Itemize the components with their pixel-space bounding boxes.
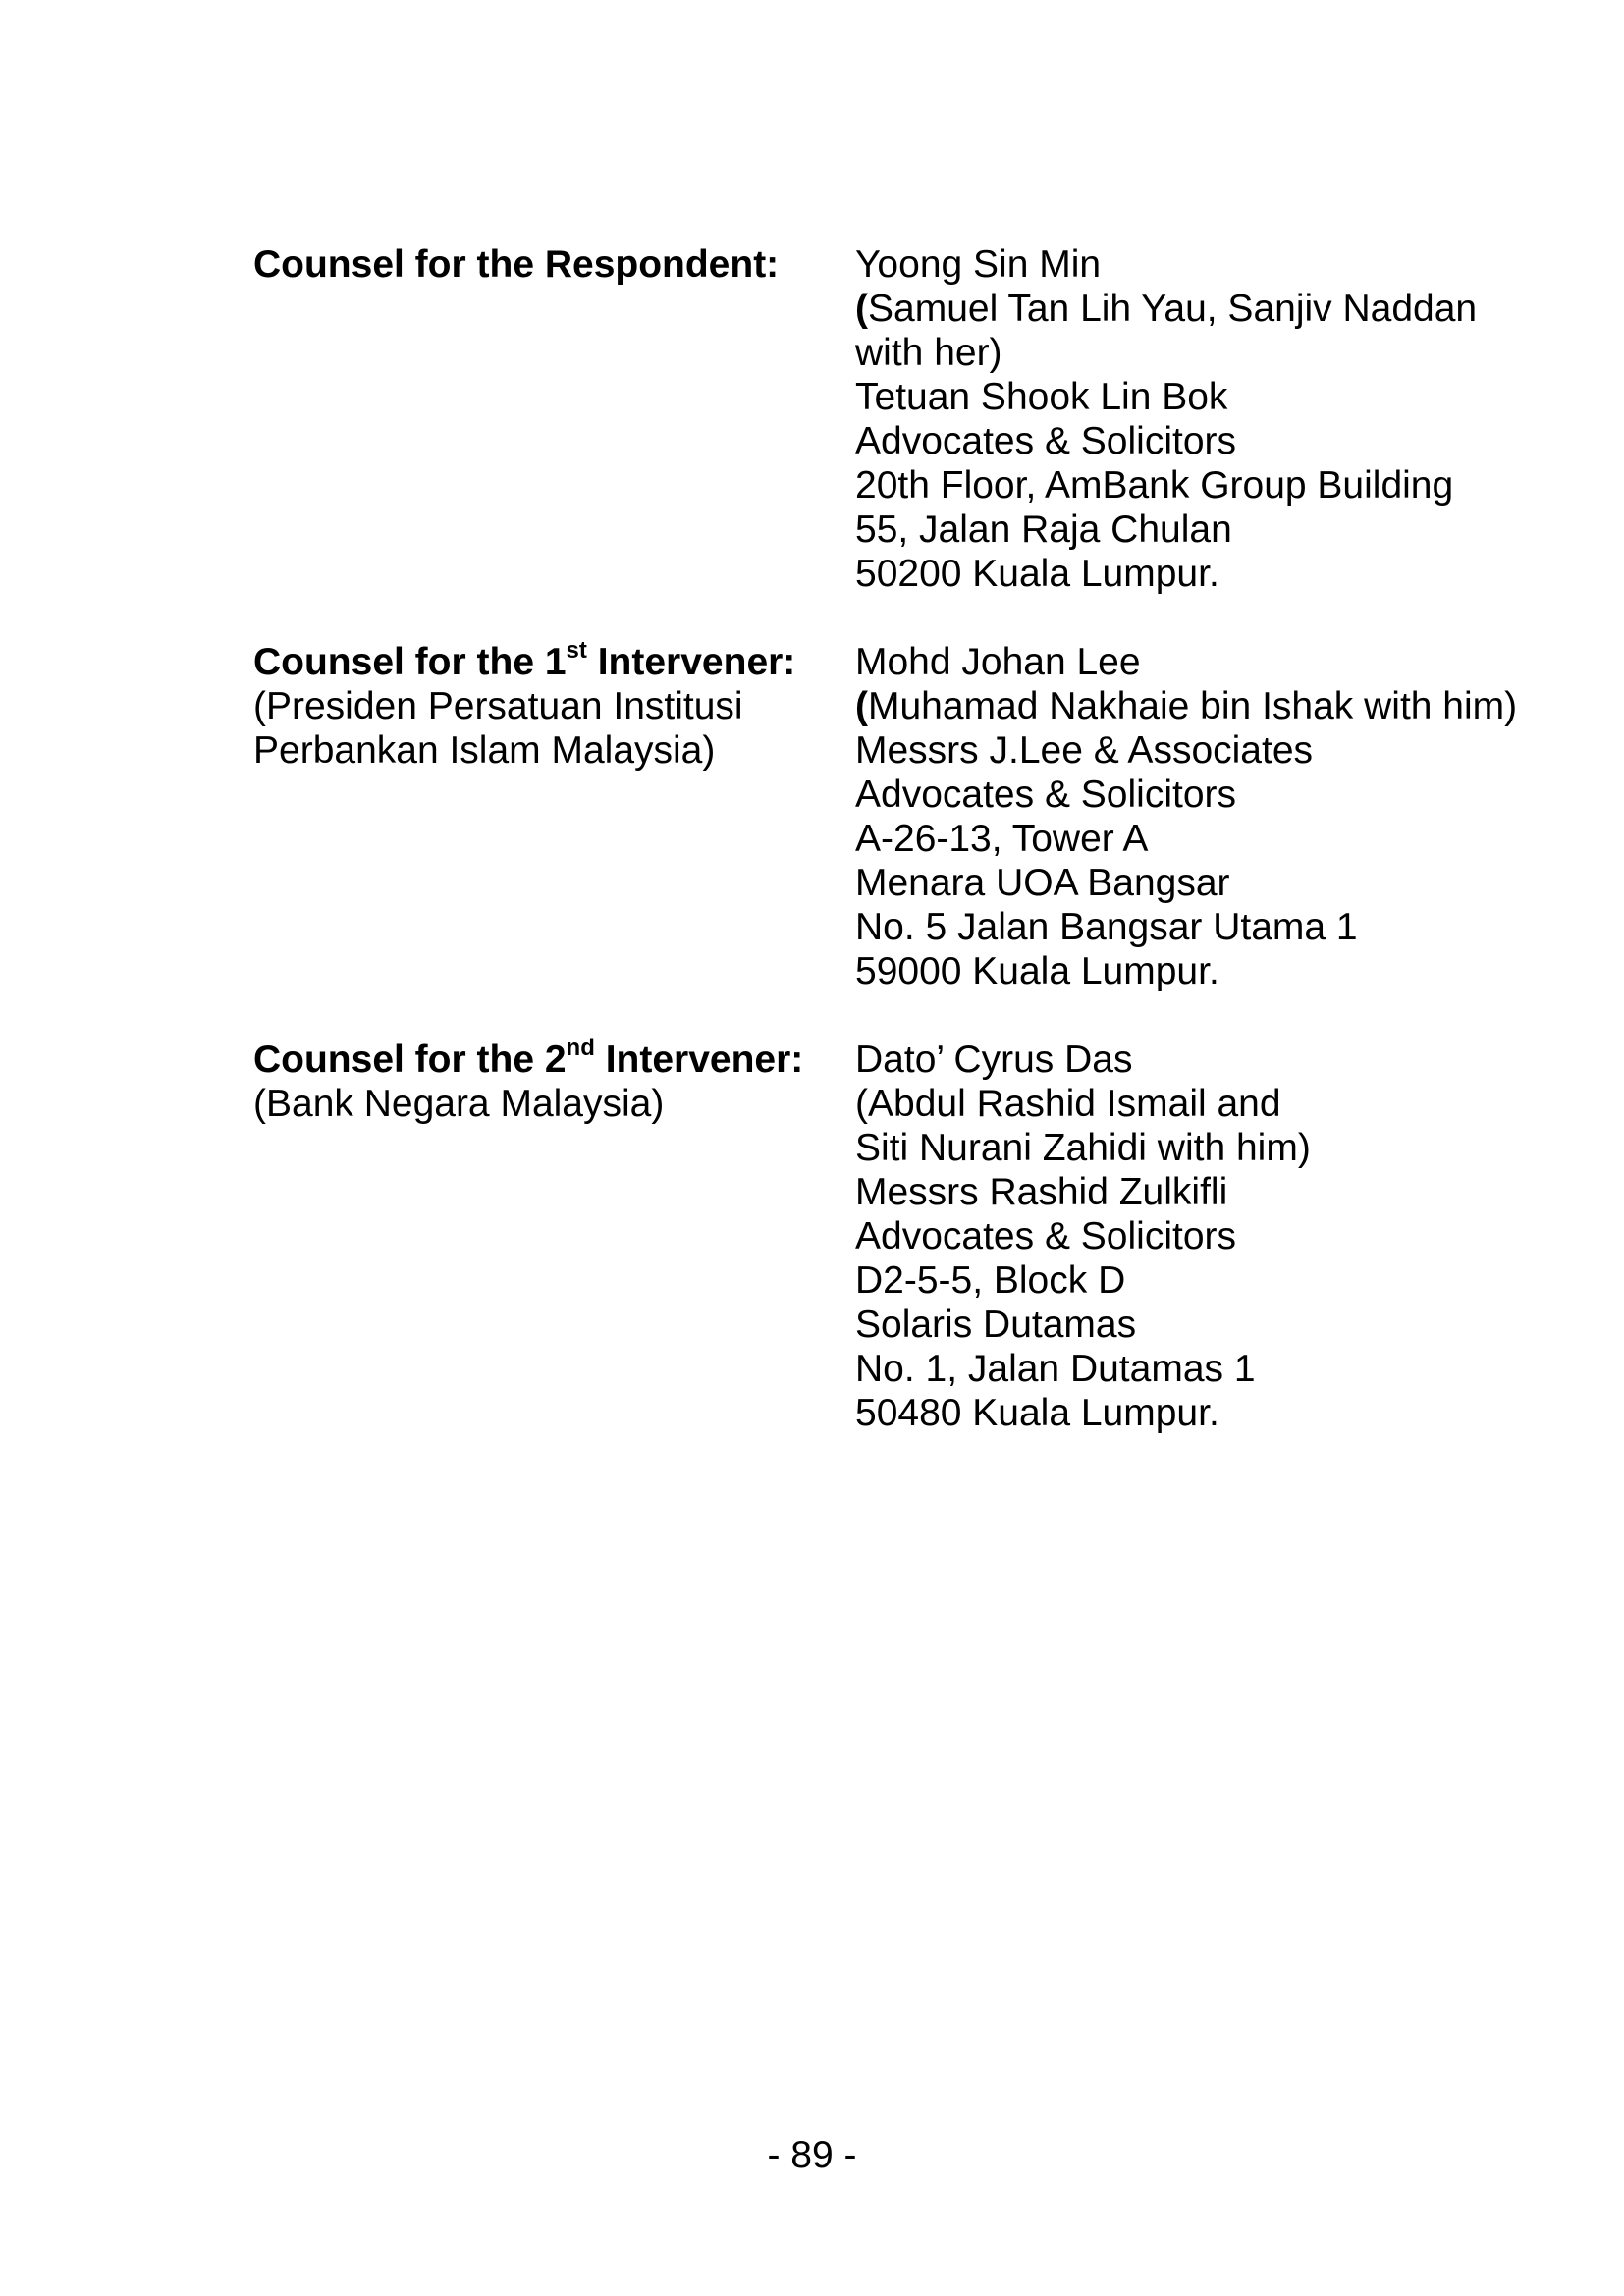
address-line: No. 5 Jalan Bangsar Utama 1 (855, 906, 1358, 948)
bold-open-paren: ( (855, 288, 868, 330)
counsel-section-second-intervener (253, 1035, 1530, 1435)
address-line: Menara UOA Bangsar (855, 862, 1230, 904)
counsel-column (855, 1038, 1543, 1435)
party-name: (Bank Negara Malaysia) (253, 1083, 665, 1125)
assisting-counsel: (Abdul Rashid Ismail and (855, 1083, 1281, 1125)
party-column (253, 1035, 842, 1126)
firm-name: Messrs J.Lee & Associates (855, 729, 1314, 772)
firm-name: Messrs Rashid Zulkifli (855, 1171, 1228, 1213)
address-line: 50480 Kuala Lumpur. (855, 1392, 1219, 1434)
assisting-counsel-cont: Siti Nurani Zahidi with him) (855, 1127, 1311, 1169)
page-number: - 89 - (767, 2134, 857, 2176)
firm-type: Advocates & Solicitors (855, 420, 1237, 462)
counsel-column (855, 640, 1543, 993)
lead-counsel: Mohd Johan Lee (855, 641, 1141, 683)
assisting-counsel: (Samuel Tan Lih Yau, Sanjiv Naddan (855, 288, 1478, 330)
counsel-section-first-intervener (253, 637, 1530, 993)
party-column (253, 242, 842, 287)
address-line: 55, Jalan Raja Chulan (855, 508, 1232, 551)
address-line: D2-5-5, Block D (855, 1259, 1126, 1302)
address-line: 59000 Kuala Lumpur. (855, 950, 1219, 992)
section-heading: Counsel for the 2nd Intervener: (253, 1035, 804, 1081)
assisting-counsel: (Muhamad Nakhaie bin Ishak with him) (855, 685, 1518, 727)
address-line: 20th Floor, AmBank Group Building (855, 464, 1454, 507)
party-column (253, 637, 842, 773)
section-heading: Counsel for the Respondent: (253, 243, 780, 286)
assisting-counsel-cont: with her) (855, 332, 1002, 374)
party-name: Perbankan Islam Malaysia) (253, 729, 716, 772)
address-line: 50200 Kuala Lumpur. (855, 553, 1219, 595)
address-line: Solaris Dutamas (855, 1304, 1137, 1346)
firm-type: Advocates & Solicitors (855, 774, 1237, 816)
address-line: A-26-13, Tower A (855, 818, 1149, 860)
counsel-section-respondent (253, 242, 1530, 596)
lead-counsel: Dato’ Cyrus Das (855, 1039, 1133, 1081)
firm-name: Tetuan Shook Lin Bok (855, 376, 1228, 418)
address-line: No. 1, Jalan Dutamas 1 (855, 1348, 1256, 1390)
section-heading: Counsel for the 1st Intervener: (253, 637, 796, 683)
bold-open-paren: ( (855, 685, 868, 727)
lead-counsel: Yoong Sin Min (855, 243, 1102, 286)
firm-type: Advocates & Solicitors (855, 1215, 1237, 1257)
counsel-column (855, 242, 1543, 596)
party-name: (Presiden Persatuan Institusi (253, 685, 743, 727)
